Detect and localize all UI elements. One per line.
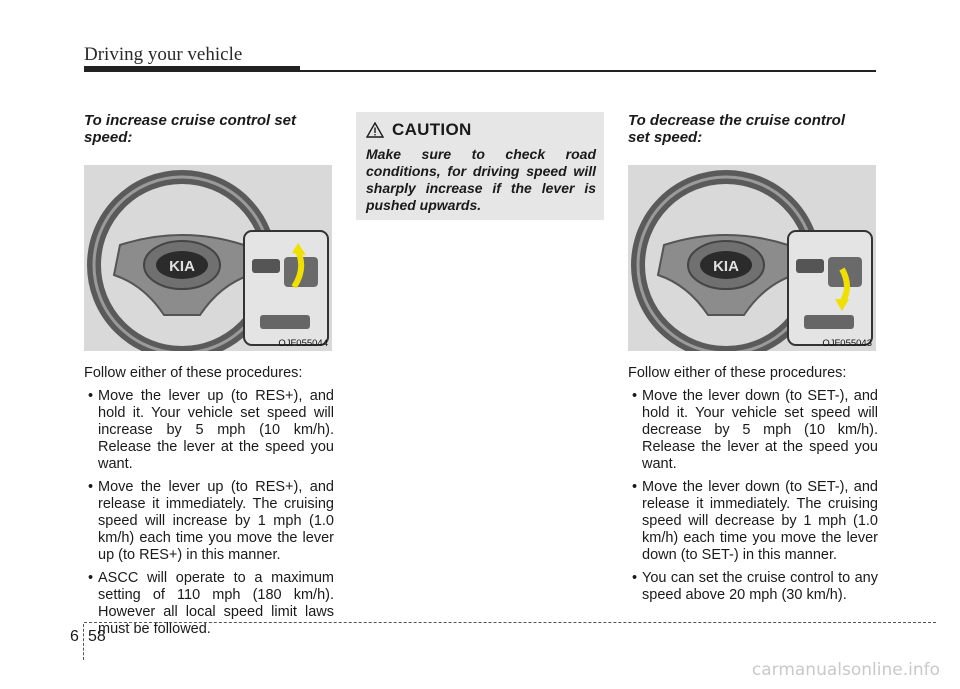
list-item: • Move the lever down (to SET-), and release it immediately. The cruising speed will decrease by 1 mph (1.0 km/h) each time you move the lever down (to SET-) in this manner.: [628, 479, 878, 564]
caution-text: Make sure to check road conditions, for driving speed will sharply increase if the lever is pushed upwards.: [366, 146, 596, 213]
decrease-procedure-list: [628, 388, 878, 604]
procedure-lead: Follow either of these procedures:: [84, 365, 303, 381]
list-item: • Move the lever up (to RES+), and hold it. Your vehicle set speed will increase by 5 mph (10 km/h). Release the lever at the speed you want.: [84, 388, 334, 473]
kia-logo: KIA: [713, 258, 739, 275]
procedure-lead: Follow either of these procedures:: [628, 365, 847, 381]
right-column: [628, 112, 878, 610]
footer-rule: [84, 622, 936, 623]
warning-triangle-icon: [366, 122, 384, 138]
figure-code: OJF055044: [278, 338, 328, 349]
list-item: • ASCC will operate to a maximum setting of 110 mph (180 km/h). However all local speed limit laws must be followed.: [84, 570, 334, 638]
list-item: • You can set the cruise control to any speed above 20 mph (30 km/h).: [628, 570, 878, 604]
list-item: • Move the lever down (to SET-), and hold it. Your vehicle set speed will decrease by 5 mph (10 km/h). Release the lever at the speed you want.: [628, 388, 878, 473]
chapter-number: 6: [70, 628, 79, 645]
page-header-title: Driving your vehicle: [84, 44, 243, 65]
caution-box: [356, 112, 604, 220]
list-item: • Move the lever up (to RES+), and release it immediately. The cruising speed will increase by 1 mph (1.0 km/h) each time you move the lever up (to RES+) in this manner.: [84, 479, 334, 564]
increase-speed-heading: To increase cruise control set speed:: [84, 112, 297, 146]
caution-title: CAUTION: [392, 120, 472, 139]
decrease-speed-heading: To decrease the cruise control set speed:: [628, 112, 846, 146]
page-number: 58: [88, 628, 106, 645]
steering-wheel-figure-increase: [84, 165, 332, 351]
kia-logo: KIA: [169, 258, 195, 275]
steering-wheel-illustration: [628, 165, 876, 351]
watermark: carmanualsonline.info: [751, 660, 940, 680]
steering-wheel-illustration: [84, 165, 332, 351]
header-rule: [84, 70, 876, 72]
increase-procedure-list: [84, 388, 334, 638]
footer-divider: [83, 624, 84, 660]
figure-code: OJF055043: [822, 338, 872, 349]
steering-wheel-figure-decrease: [628, 165, 876, 351]
left-column: [84, 112, 334, 644]
